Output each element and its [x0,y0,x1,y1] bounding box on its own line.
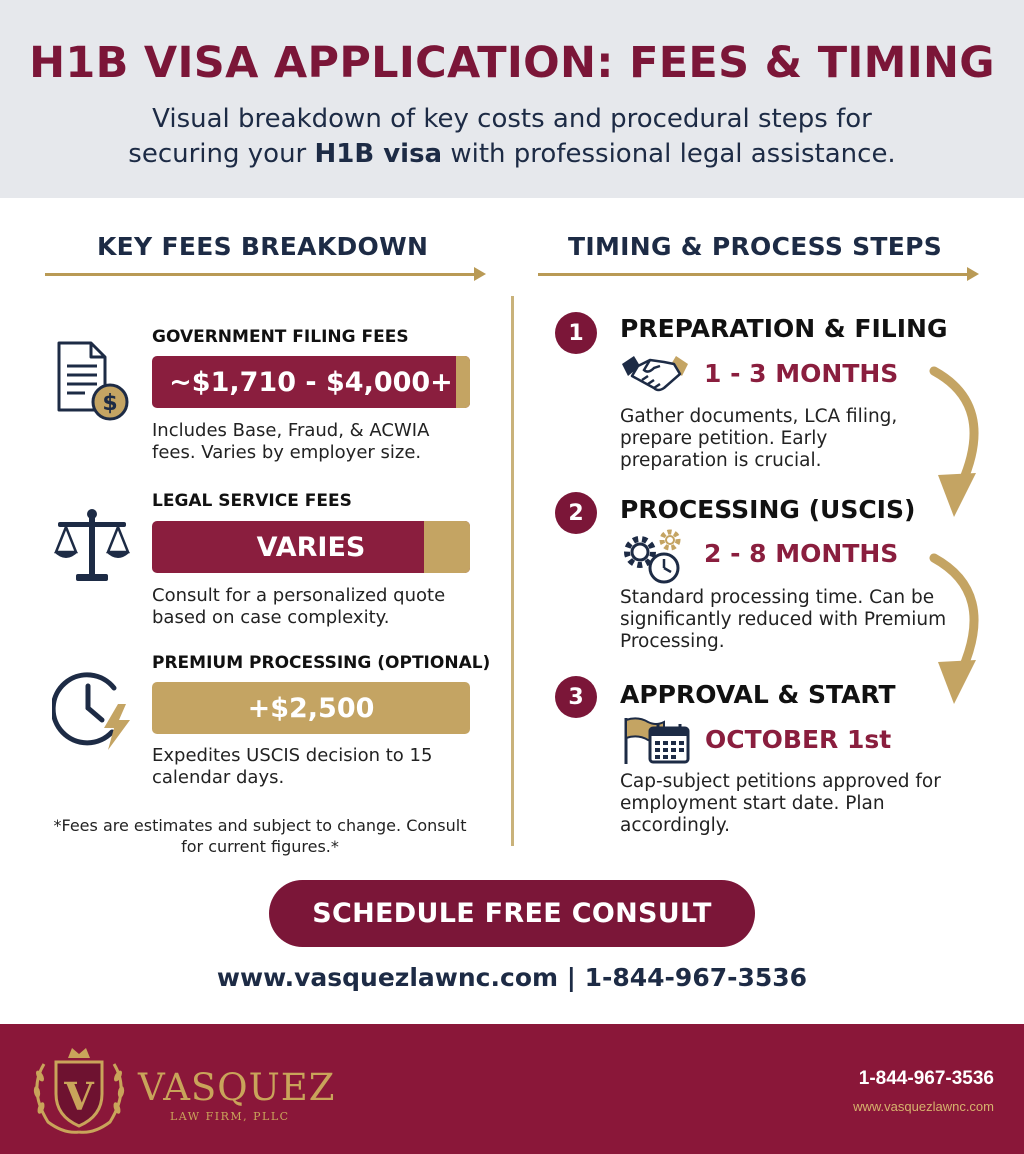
step-number-3: 3 [555,676,597,718]
step-desc-1: Gather documents, LCA filing, prepare petition. Early preparation is crucial. [620,406,898,471]
step-title-1: PREPARATION & FILING [620,314,948,343]
fee-amount-premium-text: +$2,500 [247,692,375,724]
column-divider [511,296,514,846]
page-subtitle [100,102,924,172]
firm-name: VASQUEZ [138,1066,336,1109]
flow-arrow-icon-2 [900,552,1000,712]
fees-heading: KEY FEES BREAKDOWN [97,232,429,261]
firm-logo-icon [28,1044,130,1136]
fee-amount-government [152,356,470,408]
subtitle-text: Visual breakdown of key costs and procedural steps for securing your [128,104,872,169]
step-duration-3: OCTOBER 1st [705,725,892,754]
fee-desc-legal: Consult for a personalized quote based on case complexity. [152,585,446,628]
steps-heading-arrow-icon [967,267,979,281]
fee-title-legal: LEGAL SERVICE FEES [152,491,352,511]
fee-title-government: GOVERNMENT FILING FEES [152,327,409,347]
svg-text:$: $ [102,391,118,416]
step-title-3: APPROVAL & START [620,680,896,709]
fees-heading-arrow-icon [474,267,486,281]
document-dollar-icon [55,340,131,424]
steps-heading: TIMING & PROCESS STEPS [568,232,943,261]
step-desc-2: Standard processing time. Can be significantly reduced with Premium Processing. [620,587,947,652]
step-title-2: PROCESSING (USCIS) [620,495,916,524]
firm-subtitle: LAW FIRM, PLLC [170,1110,290,1123]
fee-amount-government-text: ~$1,710 - $4,000+ [169,366,453,398]
contact-line[interactable]: www.vasquezlawnc.com | 1-844-967-3536 [216,963,808,992]
schedule-consult-button[interactable]: SCHEDULE FREE CONSULT [269,880,755,947]
fee-amount-legal [152,521,470,573]
fee-title-premium: PREMIUM PROCESSING (OPTIONAL) [152,653,491,673]
footer-website[interactable]: www.vasquezlawnc.com [853,1099,994,1114]
steps-heading-rule [538,273,968,276]
fees-disclaimer: *Fees are estimates and subject to change. Consult for current figures.* [53,816,467,856]
step-number-1: 1 [555,312,597,354]
subtitle-text-end: with professional legal assistance. [442,139,896,169]
fee-amount-premium [152,682,470,734]
flag-calendar-icon [620,714,692,766]
step-number-2: 2 [555,492,597,534]
handshake-icon [620,350,690,398]
page-title: H1B VISA APPLICATION: FEES & TIMING [29,38,995,88]
fee-amount-legal-text: VARIES [256,531,366,563]
svg-text:V: V [64,1074,94,1119]
fee-desc-government: Includes Base, Fraud, & ACWIA fees. Varies by employer size. [152,420,430,463]
step-duration-2: 2 - 8 MONTHS [704,539,899,568]
scales-icon [52,506,132,586]
clock-lightning-icon [52,668,134,752]
flow-arrow-icon-1 [900,365,1000,525]
fee-desc-premium: Expedites USCIS decision to 15 calendar days. [152,745,433,788]
footer-phone[interactable]: 1-844-967-3536 [858,1068,994,1089]
gears-clock-icon [620,528,688,584]
step-duration-1: 1 - 3 MONTHS [704,359,899,388]
subtitle-highlight: H1B visa [314,139,443,169]
step-desc-3: Cap-subject petitions approved for employment start date. Plan accordingly. [620,771,941,836]
fees-heading-rule [45,273,475,276]
